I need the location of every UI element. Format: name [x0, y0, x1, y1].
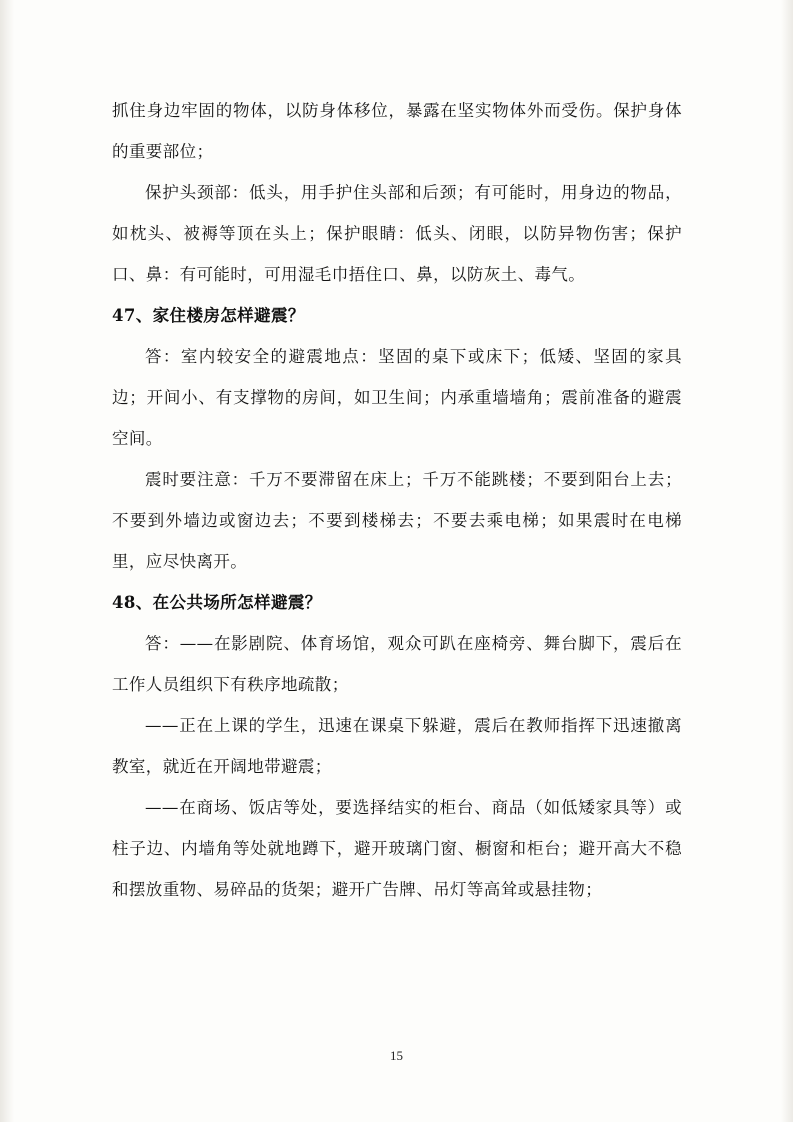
section-heading-48: 48、在公共场所怎样避震？: [112, 593, 322, 612]
paragraph: 保护头颈部：低头，用手护住头部和后颈；有可能时，用身边的物品，如枕头、被褥等顶在头上；保护眼睛：低头、闭眼，以防异物伤害；保护口、鼻：有可能时，可用湿毛巾捂住口、鼻，以防灰土、毒气。: [112, 183, 682, 284]
paragraph: ——在商场、饭店等处，要选择结实的柜台、商品（如低矮家具等）或柱子边、内墙角等处就地蹲下，避开玻璃门窗、橱窗和柜台；避开高大不稳和摆放重物、易碎品的货架；避开广告牌、吊灯等高耸或悬挂物；: [112, 798, 682, 899]
paragraph: 震时要注意：千万不要滞留在床上；千万不能跳楼；不要到阳台上去；不要到外墙边或窗边去；不要到楼梯去；不要去乘电梯；如果震时在电梯里，应尽快离开。: [112, 470, 682, 571]
page-number: 15: [390, 1048, 403, 1063]
page-content: [112, 90, 682, 910]
paragraph: 抓住身边牢固的物体，以防身体移位，暴露在坚实物体外而受伤。保护身体的重要部位；: [112, 101, 682, 161]
section-heading-47: 47、家住楼房怎样避震？: [112, 306, 305, 325]
paragraph: ——正在上课的学生，迅速在课桌下躲避，震后在教师指挥下迅速撤离教室，就近在开阔地带避震；: [112, 716, 682, 776]
paragraph: 答：——在影剧院、体育场馆，观众可趴在座椅旁、舞台脚下，震后在工作人员组织下有秩序地疏散；: [112, 634, 682, 694]
paragraph: 答：室内较安全的避震地点：坚固的桌下或床下；低矮、坚固的家具边；开间小、有支撑物的房间，如卫生间；内承重墙墙角；震前准备的避震空间。: [112, 347, 682, 448]
